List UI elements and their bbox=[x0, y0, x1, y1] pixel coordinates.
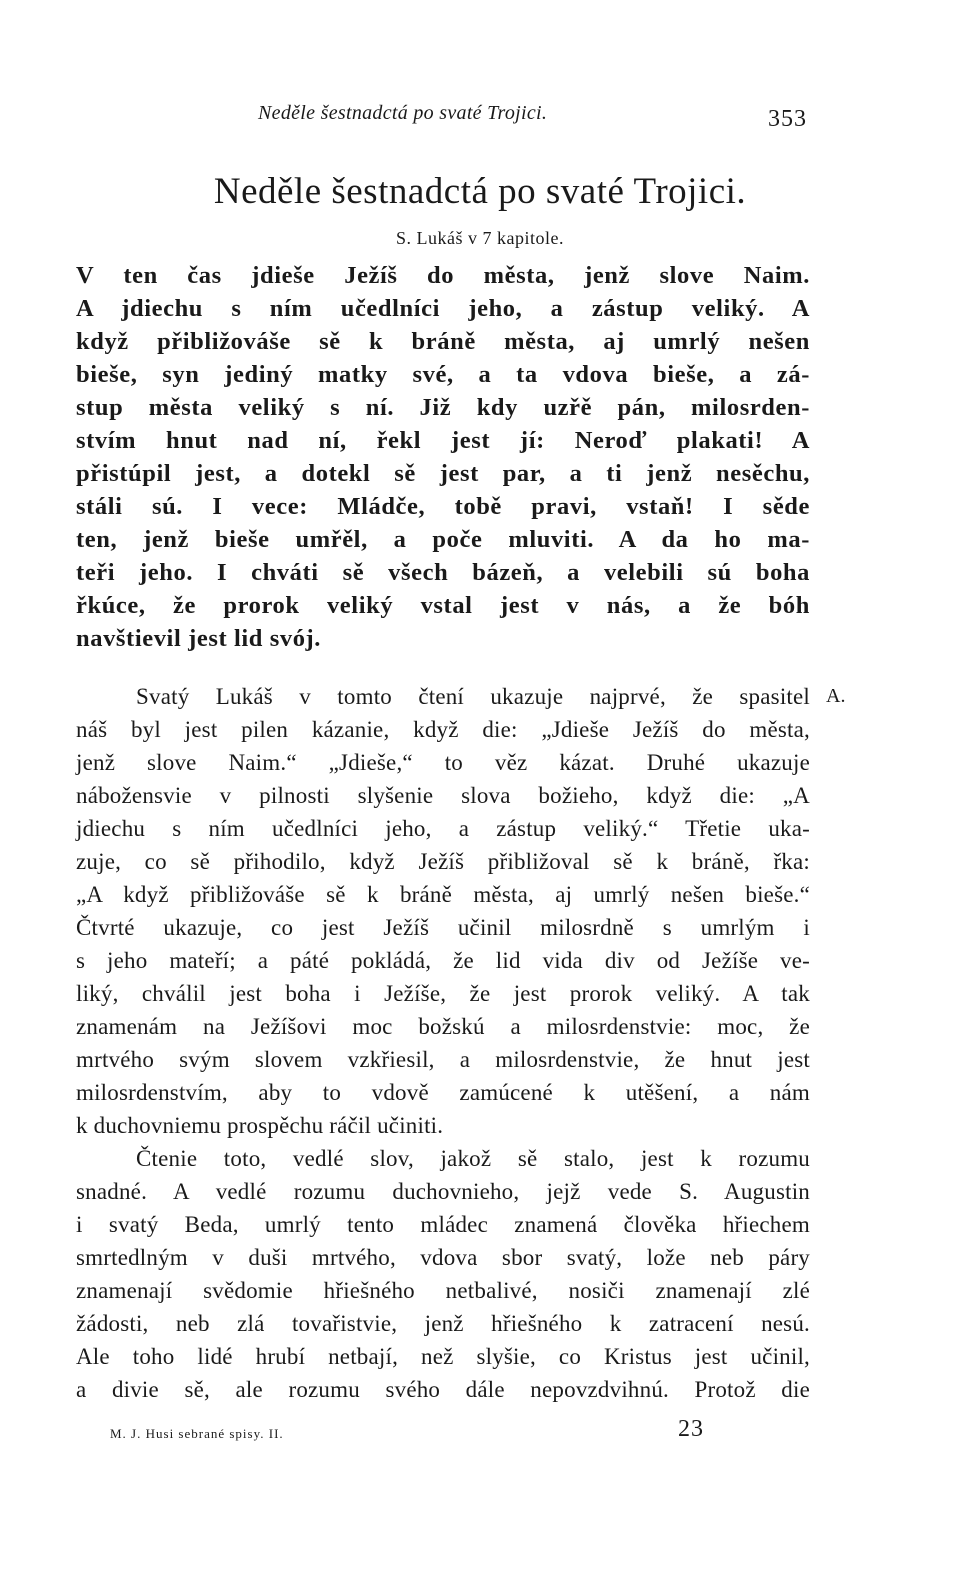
body-line: žádosti, neb zlá tovařistvie, jenž hřiešného k zatracení nesú. bbox=[76, 1311, 810, 1336]
body-line: znamenám na Ježíšovi moc božskú a milosrdenstvie: moc, že bbox=[76, 1014, 810, 1039]
body-line: mrtvého svým slovem vzkřiesil, a milosrdenstvie, že hnut jest bbox=[76, 1047, 810, 1072]
body-line: jenž slove Naim.“ „Jdieše,“ to věz kázat. Druhé ukazuje bbox=[76, 750, 810, 775]
gospel-line: teři jeho. I chváti sě všech bázeň, a velebili sú boha bbox=[76, 559, 810, 586]
body-line: jdiechu s ním učedlníci jeho, a zástup veliký.“ Třetie uka- bbox=[76, 816, 810, 841]
footer-signature-number: 23 bbox=[678, 1416, 704, 1442]
footer-signature: M. J. Husi sebrané spisy. II. bbox=[110, 1426, 284, 1441]
body-line: znamenají svědomie hřiešného netbalivé, nosiči znamenají zlé bbox=[76, 1278, 810, 1303]
gospel-line: V ten čas jdieše Ježíš do města, jenž slove Naim. bbox=[76, 262, 810, 289]
body-line: liký, chválil jest boha i Ježíše, že jest prorok veliký. A tak bbox=[76, 981, 810, 1006]
body-line: Čtvrté ukazuje, co jest Ježíš učinil milosrdně s umrlým i bbox=[76, 915, 810, 940]
body-line: nábožensvie v pilnosti slyšenie slova božieho, když die: „A bbox=[76, 783, 810, 808]
body-line: Ale toho lidé hrubí netbají, než slyšie, co Kristus jest učinil, bbox=[76, 1344, 810, 1369]
body-line: zuje, co sě přihodilo, když Ježíš přibližoval sě k bráně, řka: bbox=[76, 849, 810, 874]
page-number: 353 bbox=[768, 106, 807, 132]
gospel-line: stvím hnut nad ní, řekl jest jí: Neroď plakati! A bbox=[76, 427, 810, 454]
gospel-line: A jdiechu s ním učedlníci jeho, a zástup veliký. A bbox=[76, 295, 810, 322]
body-line: s jeho mateří; a páté pokládá, že lid vida div od Ježíše ve- bbox=[76, 948, 810, 973]
body-line: Čtenie toto, vedlé slov, jakož sě stalo, jest k rozumu bbox=[136, 1146, 810, 1171]
body-line: i svatý Beda, umrlý tento mládec znamená člověka hřiechem bbox=[76, 1212, 810, 1237]
gospel-line: stáli sú. I vece: Mládče, tobě pravi, vstaň! I sěde bbox=[76, 493, 810, 520]
gospel-line: stup města veliký s ní. Již kdy uzřě pán, milosrden- bbox=[76, 394, 810, 421]
body-line: k duchovniemu prospěchu ráčil učiniti. bbox=[76, 1113, 444, 1138]
gospel-line: ten, jenž bieše umřěl, a poče mluviti. A da ho ma- bbox=[76, 526, 810, 553]
body-line: snadné. A vedlé rozumu duchovnieho, jejž vede S. Augustin bbox=[76, 1179, 810, 1204]
running-head: Neděle šestnadctá po svaté Trojici. bbox=[258, 102, 548, 124]
gospel-line: bieše, syn jediný matky své, a ta vdova bieše, a zá- bbox=[76, 361, 810, 388]
section-title: Neděle šestnadctá po svaté Trojici. bbox=[213, 171, 747, 212]
gospel-line: když přibližováše sě k bráně města, aj umrlý nešen bbox=[76, 328, 810, 355]
body-line: a divie sě, ale rozumu svého dále nepovzdvihnú. Protož die bbox=[76, 1377, 810, 1402]
body-line: smrtedlným v duši mrtvého, vdova sbor svatý, lože neb páry bbox=[76, 1245, 810, 1270]
body-line: náš byl jest pilen kázanie, když die: „Jdieše Ježíš do města, bbox=[76, 717, 810, 742]
gospel-line: řkúce, že prorok veliký vstal jest v nás, a že bóh bbox=[76, 592, 810, 619]
body-line: milosrdenstvím, aby to vdově zamúcené k utěšení, a nám bbox=[76, 1080, 810, 1105]
gospel-line: navštievil jest lid svój. bbox=[76, 625, 322, 652]
gospel-line: přistúpil jest, a dotekl sě jest par, a ti jenž nesěchu, bbox=[76, 460, 810, 487]
body-line: „A když přibližováše sě k bráně města, aj umrlý nešen bieše.“ bbox=[76, 882, 810, 907]
body-line: Svatý Lukáš v tomto čtení ukazuje najprvé, že spasitel bbox=[136, 684, 810, 709]
gospel-reference: S. Lukáš v 7 kapitole. bbox=[396, 228, 564, 248]
margin-note: A. bbox=[826, 685, 846, 707]
